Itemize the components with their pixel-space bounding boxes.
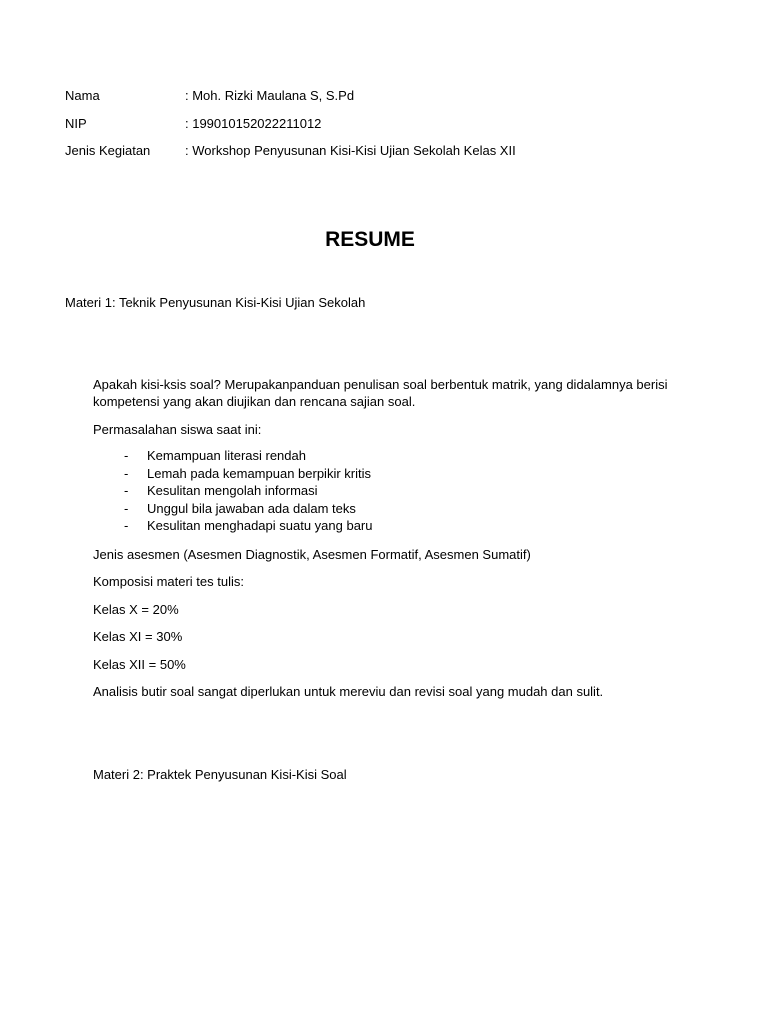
list-item-text: Kemampuan literasi rendah (147, 448, 306, 463)
list-item-text: Lemah pada kemampuan berpikir kritis (147, 465, 371, 481)
materi2-heading: Materi 2: Praktek Penyusunan Kisi-Kisi Soal (93, 767, 347, 782)
analysis-paragraph: Analisis butir soal sangat diperlukan untuk mereviu dan revisi soal yang mudah dan sulit. (93, 684, 604, 699)
problems-label: Permasalahan siswa saat ini: (93, 422, 262, 437)
list-item (124, 465, 373, 483)
bullet-marker: - (124, 448, 129, 463)
meta-value: : 199010152022211012 (185, 116, 322, 131)
page-title: RESUME (325, 228, 415, 251)
problems-list (124, 447, 373, 535)
list-item-text: Kesulitan mengolah informasi (147, 483, 318, 499)
meta-label: Nama (65, 88, 100, 103)
list-item (124, 447, 373, 465)
list-item (124, 517, 373, 535)
list-item (124, 500, 373, 518)
bullet-marker: - (124, 500, 129, 516)
meta-label: NIP (65, 116, 87, 131)
list-item-text: Unggul bila jawaban ada dalam teks (147, 500, 356, 516)
bullet-marker: - (124, 518, 129, 534)
meta-value: : Moh. Rizki Maulana S, S.Pd (185, 88, 355, 103)
composition-item: Kelas XI = 30% (93, 629, 183, 644)
assessment-types: Jenis asesmen (Asesmen Diagnostik, Asesmen Formatif, Asesmen Sumatif) (93, 547, 531, 562)
list-item-text: Kesulitan menghadapi suatu yang baru (147, 518, 373, 534)
meta-label: Jenis Kegiatan (65, 143, 151, 158)
meta-value: : Workshop Penyusunan Kisi-Kisi Ujian Sekolah Kelas XII (185, 143, 516, 158)
materi1-heading: Materi 1: Teknik Penyusunan Kisi-Kisi Ujian Sekolah (65, 295, 366, 310)
bullet-marker: - (124, 483, 129, 499)
composition-item: Kelas XII = 50% (93, 657, 186, 672)
bullet-marker: - (124, 465, 129, 481)
list-item (124, 482, 373, 500)
composition-item: Kelas X = 20% (93, 602, 179, 617)
materi1-intro-paragraph: Apakah kisi-ksis soal? Merupakanpanduan penulisan soal berbentuk matrik, yang didalamnya berisi kompetensi yang akan diujikan dan rencana sajian soal. (93, 377, 668, 409)
composition-label: Komposisi materi tes tulis: (93, 574, 244, 589)
